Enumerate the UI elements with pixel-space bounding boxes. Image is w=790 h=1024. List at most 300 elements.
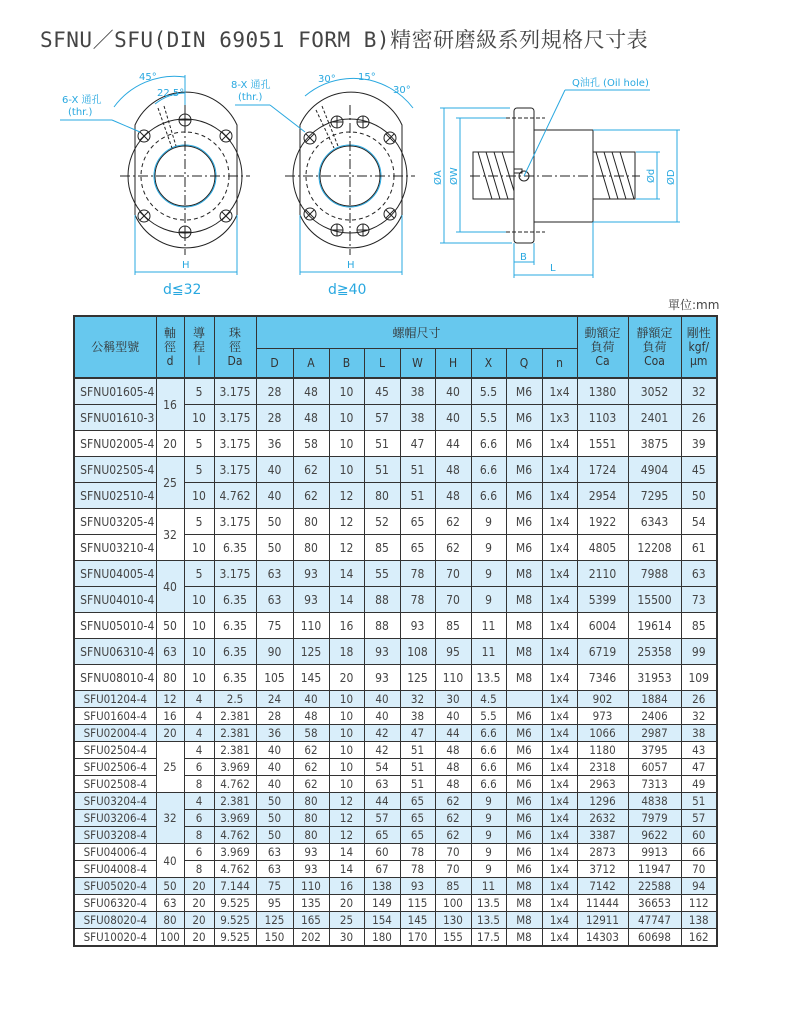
cell-x: 5.5 xyxy=(471,378,506,405)
cell-model: SFU05020-4 xyxy=(74,878,156,895)
cell-a: 110 xyxy=(293,878,329,895)
cell-da: 2.381 xyxy=(214,793,256,810)
cell-shaft-diameter: 100 xyxy=(156,929,184,947)
cell-h: 48 xyxy=(435,776,471,793)
cell-k: 49 xyxy=(681,776,717,793)
cell-ca: 902 xyxy=(577,691,628,708)
cell-w: 47 xyxy=(400,725,435,742)
cell-a: 202 xyxy=(293,929,329,947)
cell-n: 1x4 xyxy=(542,810,577,827)
cell-x: 11 xyxy=(471,878,506,895)
cell-da: 2.381 xyxy=(214,708,256,725)
cell-da: 2.381 xyxy=(214,725,256,742)
cell-h: 48 xyxy=(435,742,471,759)
cell-da: 6.35 xyxy=(214,535,256,561)
cell-ca: 14303 xyxy=(577,929,628,947)
cell-w: 78 xyxy=(400,861,435,878)
cell-b: 20 xyxy=(329,895,364,912)
cell-x: 6.6 xyxy=(471,725,506,742)
cell-b: 25 xyxy=(329,912,364,929)
cell-l: 51 xyxy=(364,457,400,483)
cell-coa: 7295 xyxy=(628,483,681,509)
cell-ca: 1551 xyxy=(577,431,628,457)
left-caption: d≦32 xyxy=(163,282,202,295)
cell-n: 1x4 xyxy=(542,759,577,776)
cell-n: 1x4 xyxy=(542,929,577,947)
cell-shaft-diameter: 80 xyxy=(156,665,184,691)
cell-h: 62 xyxy=(435,509,471,535)
cell-h: 85 xyxy=(435,613,471,639)
cell-q: M6 xyxy=(506,405,542,431)
cell-h: 62 xyxy=(435,827,471,844)
cell-w: 93 xyxy=(400,878,435,895)
cell-shaft-diameter: 40 xyxy=(156,561,184,613)
cell-b: 18 xyxy=(329,639,364,665)
cell-model: SFNU02005-4 xyxy=(74,431,156,457)
cell-coa: 2401 xyxy=(628,405,681,431)
cell-model: SFNU03205-4 xyxy=(74,509,156,535)
cell-d: 50 xyxy=(256,509,293,535)
cell-model: SFU08020-4 xyxy=(74,912,156,929)
cell-coa: 7979 xyxy=(628,810,681,827)
cell-a: 93 xyxy=(293,861,329,878)
right-holes-label: 8-X 通孔 xyxy=(231,80,271,91)
cell-l: 10 xyxy=(184,483,214,509)
cell-ca: 2110 xyxy=(577,561,628,587)
cell-d: 28 xyxy=(256,405,293,431)
cell-x: 5.5 xyxy=(471,708,506,725)
cell-ca: 7142 xyxy=(577,878,628,895)
cell-d: 50 xyxy=(256,535,293,561)
cell-x: 13.5 xyxy=(471,665,506,691)
table-row xyxy=(74,378,717,405)
cell-w: 51 xyxy=(400,759,435,776)
cell-w: 65 xyxy=(400,827,435,844)
cell-da: 4.762 xyxy=(214,483,256,509)
cell-n: 1x4 xyxy=(542,535,577,561)
cell-h: 62 xyxy=(435,793,471,810)
cell-d: 75 xyxy=(256,878,293,895)
cell-l: 20 xyxy=(184,912,214,929)
cell-coa: 3795 xyxy=(628,742,681,759)
cell-coa: 2987 xyxy=(628,725,681,742)
cell-l: 10 xyxy=(184,665,214,691)
cell-ca: 1296 xyxy=(577,793,628,810)
cell-x: 9 xyxy=(471,861,506,878)
cell-k: 32 xyxy=(681,378,717,405)
cell-x: 9 xyxy=(471,810,506,827)
cell-q: M6 xyxy=(506,483,542,509)
cell-shaft-diameter: 50 xyxy=(156,613,184,639)
cell-q: M6 xyxy=(506,535,542,561)
cell-h: 40 xyxy=(435,405,471,431)
dim-small-d-label: Ød xyxy=(646,168,657,183)
header-static-load: 靜額定 負荷 Coa xyxy=(628,316,681,378)
cell-da: 4.762 xyxy=(214,776,256,793)
cell-a: 48 xyxy=(293,405,329,431)
cell-a: 62 xyxy=(293,776,329,793)
angle-45-label: 45° xyxy=(139,72,157,83)
cell-da: 2.5 xyxy=(214,691,256,708)
cell-ca: 3387 xyxy=(577,827,628,844)
cell-l: 67 xyxy=(364,861,400,878)
cell-ca: 4805 xyxy=(577,535,628,561)
cell-l: 51 xyxy=(364,431,400,457)
cell-w: 65 xyxy=(400,810,435,827)
cell-l: 42 xyxy=(364,742,400,759)
cell-model: SFU02004-4 xyxy=(74,725,156,742)
cell-l: 10 xyxy=(184,613,214,639)
cell-w: 32 xyxy=(400,691,435,708)
cell-b: 10 xyxy=(329,378,364,405)
cell-coa: 4904 xyxy=(628,457,681,483)
cell-d: 50 xyxy=(256,827,293,844)
cell-x: 9 xyxy=(471,509,506,535)
cell-h: 40 xyxy=(435,378,471,405)
cell-l: 20 xyxy=(184,878,214,895)
cell-w: 65 xyxy=(400,535,435,561)
cell-da: 4.762 xyxy=(214,827,256,844)
cell-n: 1x4 xyxy=(542,912,577,929)
cell-b: 10 xyxy=(329,405,364,431)
cell-model: SFNU02510-4 xyxy=(74,483,156,509)
cell-x: 6.6 xyxy=(471,776,506,793)
cell-l: 40 xyxy=(364,708,400,725)
table-row xyxy=(74,725,717,742)
cell-coa: 22588 xyxy=(628,878,681,895)
cell-ca: 5399 xyxy=(577,587,628,613)
cell-n: 1x4 xyxy=(542,509,577,535)
table-row xyxy=(74,691,717,708)
cell-k: 43 xyxy=(681,742,717,759)
cell-n: 1x4 xyxy=(542,431,577,457)
cell-da: 6.35 xyxy=(214,665,256,691)
cell-d: 36 xyxy=(256,725,293,742)
cell-k: 26 xyxy=(681,405,717,431)
cell-ca: 2873 xyxy=(577,844,628,861)
cell-shaft-diameter: 25 xyxy=(156,457,184,509)
cell-a: 165 xyxy=(293,912,329,929)
cell-l: 5 xyxy=(184,378,214,405)
cell-d: 105 xyxy=(256,665,293,691)
cell-x: 9 xyxy=(471,535,506,561)
cell-ca: 973 xyxy=(577,708,628,725)
cell-x: 6.6 xyxy=(471,483,506,509)
cell-n: 1x4 xyxy=(542,378,577,405)
cell-coa: 47747 xyxy=(628,912,681,929)
header-nut-col: H xyxy=(435,349,471,379)
cell-b: 14 xyxy=(329,587,364,613)
cell-b: 16 xyxy=(329,878,364,895)
cell-model: SFU02508-4 xyxy=(74,776,156,793)
cell-shaft-diameter: 63 xyxy=(156,639,184,665)
cell-l: 4 xyxy=(184,725,214,742)
header-ball: 珠 徑 Da xyxy=(214,316,256,378)
cell-b: 10 xyxy=(329,431,364,457)
cell-k: 94 xyxy=(681,878,717,895)
cell-coa: 11947 xyxy=(628,861,681,878)
cell-x: 4.5 xyxy=(471,691,506,708)
cell-h: 70 xyxy=(435,861,471,878)
cell-d: 40 xyxy=(256,457,293,483)
header-nut-col: W xyxy=(400,349,435,379)
cell-k: 57 xyxy=(681,810,717,827)
cell-k: 66 xyxy=(681,844,717,861)
cell-b: 14 xyxy=(329,861,364,878)
cell-k: 54 xyxy=(681,509,717,535)
cell-a: 80 xyxy=(293,810,329,827)
cell-coa: 3875 xyxy=(628,431,681,457)
cell-q: M6 xyxy=(506,776,542,793)
table-row xyxy=(74,561,717,587)
cell-l: 10 xyxy=(184,405,214,431)
table-row xyxy=(74,844,717,861)
table-row xyxy=(74,457,717,483)
cell-b: 12 xyxy=(329,810,364,827)
cell-n: 1x4 xyxy=(542,691,577,708)
cell-da: 9.525 xyxy=(214,912,256,929)
cell-ca: 1922 xyxy=(577,509,628,535)
cell-a: 125 xyxy=(293,639,329,665)
cell-k: 61 xyxy=(681,535,717,561)
cell-x: 5.5 xyxy=(471,405,506,431)
cell-a: 80 xyxy=(293,827,329,844)
cell-h: 62 xyxy=(435,535,471,561)
cell-shaft-diameter: 20 xyxy=(156,725,184,742)
technical-drawing xyxy=(0,60,790,295)
cell-model: SFU10020-4 xyxy=(74,929,156,947)
cell-n: 1x3 xyxy=(542,405,577,431)
cell-q: M6 xyxy=(506,742,542,759)
cell-l: 4 xyxy=(184,691,214,708)
angle-15: 15° xyxy=(358,72,376,83)
flange-front-view-6-hole xyxy=(120,92,250,255)
cell-l: 57 xyxy=(364,810,400,827)
cell-b: 10 xyxy=(329,742,364,759)
cell-d: 150 xyxy=(256,929,293,947)
cell-d: 40 xyxy=(256,776,293,793)
cell-a: 80 xyxy=(293,793,329,810)
right-caption: d≧40 xyxy=(328,282,367,295)
cell-coa: 6057 xyxy=(628,759,681,776)
cell-n: 1x4 xyxy=(542,708,577,725)
table-row xyxy=(74,708,717,725)
cell-k: 112 xyxy=(681,895,717,912)
table-row xyxy=(74,895,717,912)
cell-coa: 2406 xyxy=(628,708,681,725)
cell-k: 32 xyxy=(681,708,717,725)
cell-w: 38 xyxy=(400,378,435,405)
left-holes-sublabel: (thr.) xyxy=(68,107,93,118)
table-row xyxy=(74,793,717,810)
cell-model: SFNU03210-4 xyxy=(74,535,156,561)
cell-b: 10 xyxy=(329,691,364,708)
cell-x: 6.6 xyxy=(471,431,506,457)
cell-w: 145 xyxy=(400,912,435,929)
cell-b: 10 xyxy=(329,776,364,793)
cell-coa: 4838 xyxy=(628,793,681,810)
cell-l: 52 xyxy=(364,509,400,535)
oil-hole-label: Q油孔 (Oil hole) xyxy=(572,78,649,89)
cell-coa: 19614 xyxy=(628,613,681,639)
cell-h: 70 xyxy=(435,844,471,861)
cell-ca: 3712 xyxy=(577,861,628,878)
cell-w: 51 xyxy=(400,457,435,483)
header-dynamic-load: 動額定 負荷 Ca xyxy=(577,316,628,378)
cell-d: 125 xyxy=(256,912,293,929)
cell-x: 6.6 xyxy=(471,457,506,483)
cell-l: 10 xyxy=(184,535,214,561)
cell-d: 28 xyxy=(256,708,293,725)
cell-q: M8 xyxy=(506,878,542,895)
table-row xyxy=(74,431,717,457)
dim-l-label: L xyxy=(550,263,556,274)
cell-a: 48 xyxy=(293,708,329,725)
cell-l: 10 xyxy=(184,587,214,613)
cell-a: 93 xyxy=(293,844,329,861)
cell-q: M6 xyxy=(506,708,542,725)
cell-x: 6.6 xyxy=(471,742,506,759)
flange-front-view-8-hole xyxy=(285,92,415,255)
cell-h: 48 xyxy=(435,483,471,509)
cell-model: SFU02506-4 xyxy=(74,759,156,776)
dim-b-label: B xyxy=(520,252,527,263)
cell-ca: 7346 xyxy=(577,665,628,691)
header-model: 公稱型號 xyxy=(74,316,156,378)
cell-da: 3.175 xyxy=(214,509,256,535)
cell-l: 93 xyxy=(364,639,400,665)
cell-k: 45 xyxy=(681,457,717,483)
cell-w: 51 xyxy=(400,742,435,759)
cell-q: M6 xyxy=(506,457,542,483)
cell-h: 130 xyxy=(435,912,471,929)
cell-da: 3.175 xyxy=(214,561,256,587)
cell-x: 9 xyxy=(471,561,506,587)
cell-da: 3.175 xyxy=(214,378,256,405)
cell-k: 109 xyxy=(681,665,717,691)
cell-l: 44 xyxy=(364,793,400,810)
cell-k: 47 xyxy=(681,759,717,776)
cell-n: 1x4 xyxy=(542,665,577,691)
cell-l: 55 xyxy=(364,561,400,587)
table-row xyxy=(74,912,717,929)
cell-k: 39 xyxy=(681,431,717,457)
cell-h: 30 xyxy=(435,691,471,708)
cell-l: 42 xyxy=(364,725,400,742)
table-row xyxy=(74,639,717,665)
cell-a: 135 xyxy=(293,895,329,912)
cell-d: 36 xyxy=(256,431,293,457)
cell-b: 10 xyxy=(329,708,364,725)
cell-q: M8 xyxy=(506,912,542,929)
cell-shaft-diameter: 20 xyxy=(156,431,184,457)
cell-b: 10 xyxy=(329,725,364,742)
cell-d: 40 xyxy=(256,742,293,759)
cell-w: 78 xyxy=(400,844,435,861)
cell-model: SFNU06310-4 xyxy=(74,639,156,665)
cell-h: 44 xyxy=(435,431,471,457)
cell-coa: 7988 xyxy=(628,561,681,587)
cell-w: 78 xyxy=(400,561,435,587)
cell-l: 6 xyxy=(184,844,214,861)
cell-shaft-diameter: 80 xyxy=(156,912,184,929)
cell-x: 9 xyxy=(471,844,506,861)
cell-shaft-diameter: 32 xyxy=(156,793,184,844)
cell-k: 51 xyxy=(681,793,717,810)
cell-l: 40 xyxy=(364,691,400,708)
table-row xyxy=(74,613,717,639)
cell-a: 62 xyxy=(293,457,329,483)
cell-w: 78 xyxy=(400,587,435,613)
cell-coa: 7313 xyxy=(628,776,681,793)
cell-ca: 6004 xyxy=(577,613,628,639)
cell-model: SFU01204-4 xyxy=(74,691,156,708)
unit-label: 單位:mm xyxy=(668,298,720,312)
cell-l: 63 xyxy=(364,776,400,793)
cell-ca: 2963 xyxy=(577,776,628,793)
cell-x: 9 xyxy=(471,793,506,810)
cell-l: 6 xyxy=(184,810,214,827)
cell-coa: 6343 xyxy=(628,509,681,535)
cell-coa: 3052 xyxy=(628,378,681,405)
cell-w: 38 xyxy=(400,708,435,725)
cell-h: 100 xyxy=(435,895,471,912)
header-lead: 導 程 l xyxy=(184,316,214,378)
cell-shaft-diameter: 25 xyxy=(156,742,184,793)
cell-h: 95 xyxy=(435,639,471,665)
cell-l: 154 xyxy=(364,912,400,929)
cell-d: 75 xyxy=(256,613,293,639)
cell-shaft-diameter: 50 xyxy=(156,878,184,895)
cell-d: 63 xyxy=(256,587,293,613)
spec-table xyxy=(73,315,718,947)
cell-h: 48 xyxy=(435,759,471,776)
cell-l: 5 xyxy=(184,457,214,483)
table-row xyxy=(74,509,717,535)
cell-b: 20 xyxy=(329,665,364,691)
cell-shaft-diameter: 63 xyxy=(156,895,184,912)
cell-w: 170 xyxy=(400,929,435,947)
angle-30-b: 30° xyxy=(393,85,411,96)
cell-l: 10 xyxy=(184,639,214,665)
cell-ca: 11444 xyxy=(577,895,628,912)
cell-d: 63 xyxy=(256,561,293,587)
cell-da: 3.175 xyxy=(214,405,256,431)
cell-d: 50 xyxy=(256,793,293,810)
cell-model: SFNU08010-4 xyxy=(74,665,156,691)
cell-d: 95 xyxy=(256,895,293,912)
cell-model: SFNU01605-4 xyxy=(74,378,156,405)
cell-h: 44 xyxy=(435,725,471,742)
cell-shaft-diameter: 16 xyxy=(156,708,184,725)
cell-n: 1x4 xyxy=(542,878,577,895)
cell-d: 40 xyxy=(256,483,293,509)
cell-a: 62 xyxy=(293,759,329,776)
cell-model: SFU06320-4 xyxy=(74,895,156,912)
cell-l: 88 xyxy=(364,613,400,639)
cell-l: 5 xyxy=(184,561,214,587)
angle-22-5-label: 22.5° xyxy=(157,88,185,99)
cell-h: 110 xyxy=(435,665,471,691)
cell-ca: 1380 xyxy=(577,378,628,405)
cell-l: 5 xyxy=(184,509,214,535)
cell-b: 14 xyxy=(329,844,364,861)
cell-da: 2.381 xyxy=(214,742,256,759)
cell-l: 149 xyxy=(364,895,400,912)
cell-model: SFNU02505-4 xyxy=(74,457,156,483)
cell-x: 13.5 xyxy=(471,912,506,929)
cell-da: 3.969 xyxy=(214,844,256,861)
